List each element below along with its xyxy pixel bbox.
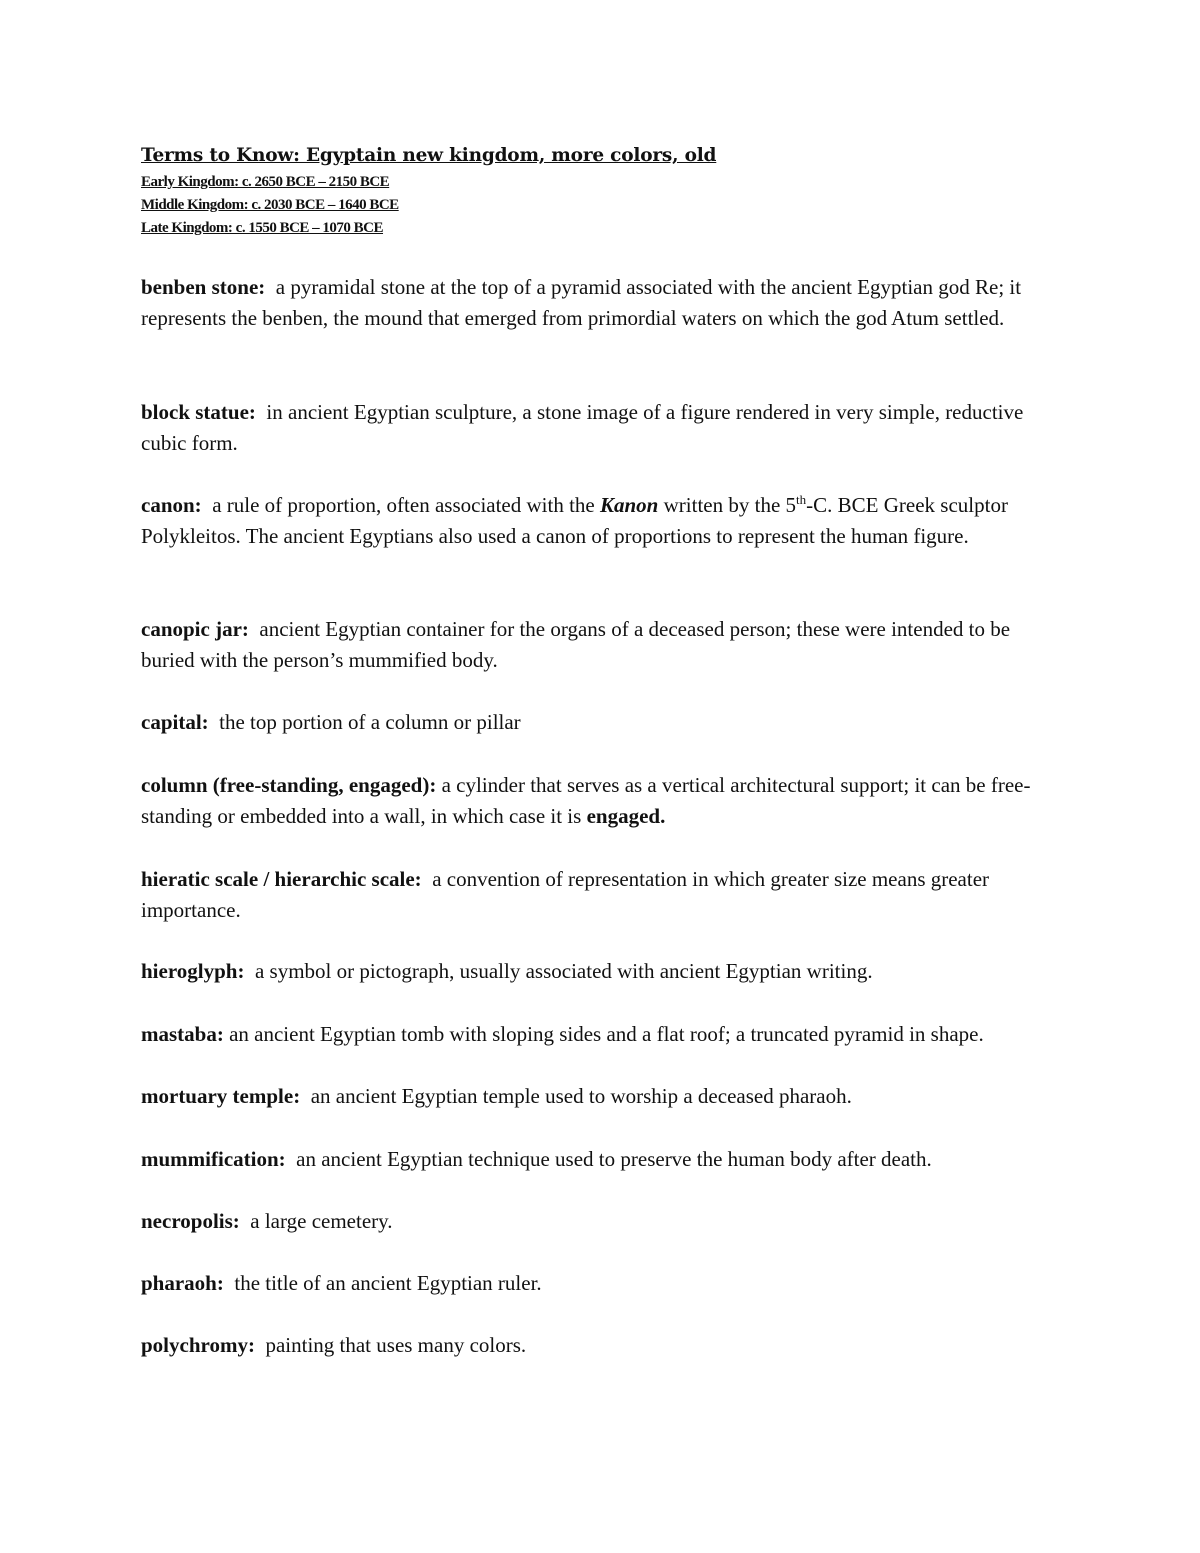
kanon-title: Kanon [600, 493, 659, 517]
term-definition: an ancient Egyptian technique used to preserve the human body after death. [296, 1147, 932, 1171]
term-definition: a rule of proportion, often associated with the [212, 493, 595, 517]
term-definition: a symbol or pictograph, usually associated with ancient Egyptian writing. [254, 959, 873, 983]
period-middle-kingdom: Middle Kingdom: c. 2030 BCE – 1640 BCE [141, 197, 399, 213]
term-benben-stone [141, 272, 1041, 335]
term-polychromy [141, 1330, 1041, 1361]
ordinal-suffix: th [796, 492, 807, 507]
term-pharaoh [141, 1268, 1041, 1299]
period-early-kingdom: Early Kingdom: c. 2650 BCE – 2150 BCE [141, 174, 390, 190]
term-definition: a convention of representation in which greater size means greater importance. [141, 867, 990, 923]
term-capital [141, 707, 1041, 738]
term-label: canopic jar: [141, 617, 249, 641]
period-late-kingdom: Late Kingdom: c. 1550 BCE – 1070 BCE [141, 220, 384, 236]
term-label: polychromy: [141, 1333, 255, 1357]
term-definition: a cylinder that serves as a vertical architectural support; it can be free-standing or embedded into a wall, in which case it is [141, 773, 1031, 829]
term-canopic-jar [141, 614, 1041, 677]
page-title: Terms to Know: Egyptain new kingdom, more colors, old [141, 145, 717, 166]
term-label: mummification: [141, 1147, 286, 1171]
term-block-statue [141, 397, 1041, 460]
term-label: hieroglyph: [141, 959, 245, 983]
term-label: column (free-standing, engaged): [141, 773, 437, 797]
term-label: mortuary temple: [141, 1084, 301, 1108]
term-label: capital: [141, 710, 209, 734]
term-label: block statue: [141, 400, 256, 424]
term-definition: ancient Egyptian container for the organs of a deceased person; these were intended to be buried with the person’s mummified body. [141, 617, 1011, 673]
term-definition: a large cemetery. [250, 1209, 393, 1233]
term-definition: painting that uses many colors. [265, 1333, 527, 1357]
term-mummification [141, 1144, 1041, 1175]
term-hieroglyph [141, 956, 1041, 987]
term-label: benben stone: [141, 275, 266, 299]
term-emphasis: engaged. [586, 804, 666, 829]
term-label: pharaoh: [141, 1271, 224, 1295]
term-definition: a pyramidal stone at the top of a pyramid associated with the ancient Egyptian god Re; it represents the benben, the mound that emerged from primordial waters on which the god Atum settled. [141, 275, 1022, 331]
term-label: necropolis: [141, 1209, 240, 1233]
term-definition: an ancient Egyptian temple used to worship a deceased pharaoh. [310, 1084, 852, 1108]
term-column [141, 770, 1041, 833]
term-canon [141, 490, 1041, 553]
term-definition: the top portion of a column or pillar [219, 710, 521, 734]
term-definition: the title of an ancient Egyptian ruler. [234, 1271, 542, 1295]
term-necropolis [141, 1206, 1041, 1237]
term-label: canon: [141, 493, 202, 517]
term-mastaba [141, 1019, 1041, 1050]
term-definition-mid: written by the 5 [663, 493, 797, 517]
term-definition: an ancient Egyptian tomb with sloping sides and a flat roof; a truncated pyramid in shape. [229, 1022, 984, 1046]
term-definition-post: -C. BCE Greek sculptor Polykleitos. The ancient Egyptians also used a canon of proportions to represent the human figure. [141, 493, 1008, 549]
term-label: mastaba: [141, 1022, 224, 1046]
term-label: hieratic scale / hierarchic scale: [141, 867, 422, 891]
term-definition: in ancient Egyptian sculpture, a stone image of a figure rendered in very simple, reductive cubic form. [141, 400, 1024, 456]
term-hieratic-scale [141, 864, 1041, 927]
term-mortuary-temple [141, 1081, 1041, 1112]
